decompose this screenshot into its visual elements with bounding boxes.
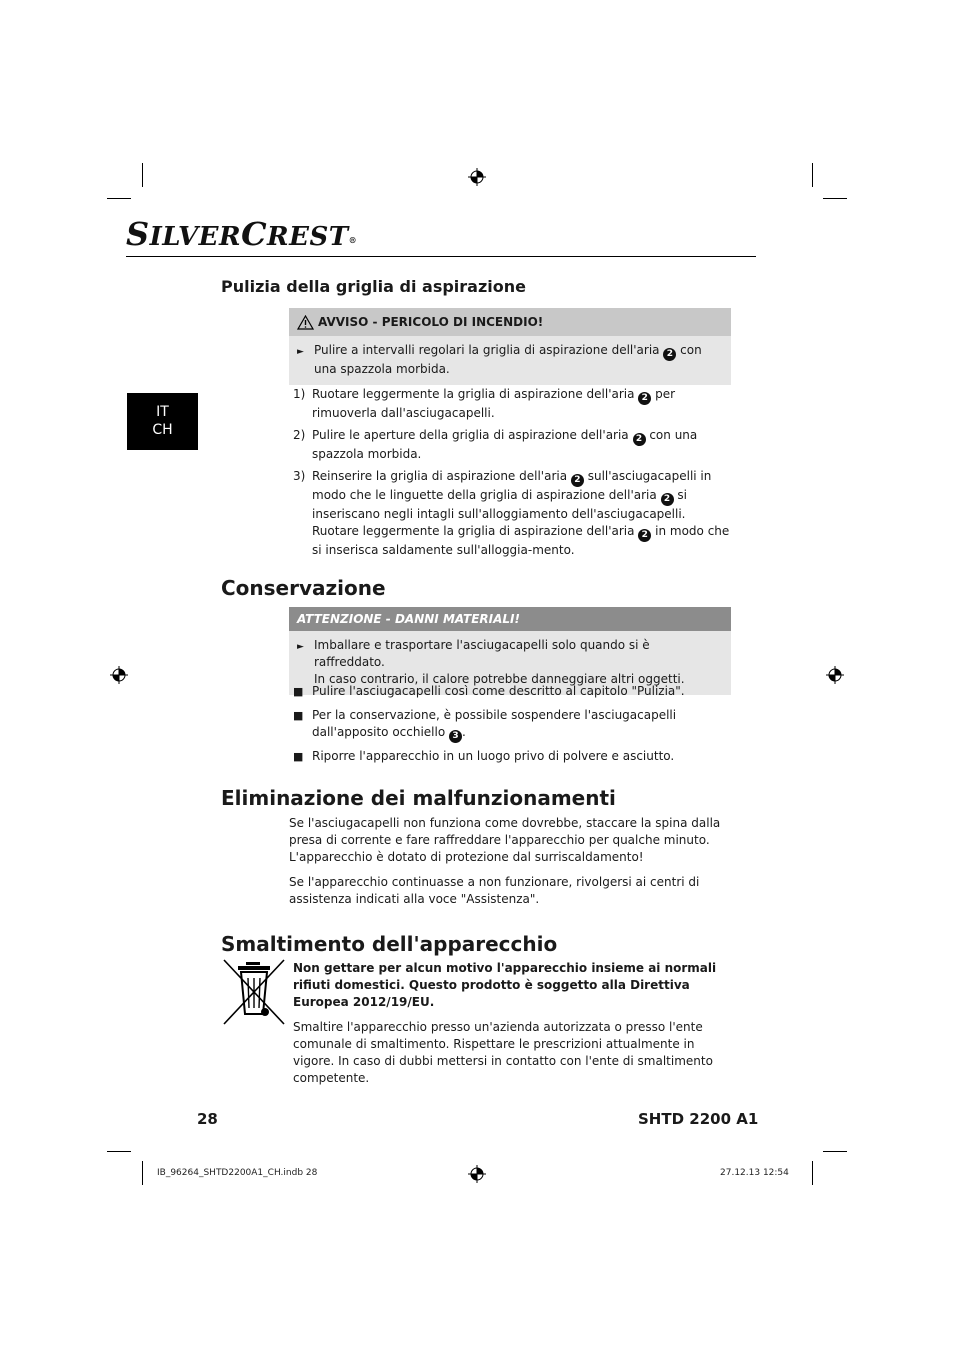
crop-mark [812, 163, 813, 187]
warning-header: AVVISO - PERICOLO DI INCENDIO! [289, 308, 731, 336]
bullet-item: ■ Per la conservazione, è possibile sospendere l'asciugacapelli dall'apposito occhiello 3 . [293, 708, 677, 741]
crop-mark [823, 1151, 847, 1152]
caution-box [289, 607, 731, 695]
crossed-bin-icon [222, 958, 286, 1026]
bullet-item: ■ Riporre l'apparecchio in un luogo privo di polvere e asciutto. [293, 749, 675, 763]
print-slug-file: IB_96264_SHTD2200A1_CH.indb 28 [157, 1168, 318, 1178]
caution-header: ATTENZIONE - DANNI MATERIALI! [289, 607, 731, 631]
language-code: IT [156, 404, 169, 420]
part-number-badge: 2 [663, 348, 676, 361]
bullet-item: ■ Pulire l'asciugacapelli così come descritto al capitolo "Pulizia". [293, 684, 685, 698]
crop-mark [812, 1161, 813, 1185]
warning-triangle-icon [297, 315, 314, 330]
section-title-cleaning: Pulizia della griglia di aspirazione [221, 277, 526, 296]
part-number-badge: 2 [638, 392, 651, 405]
section-title-storage: Conservazione [221, 576, 386, 600]
crop-mark [107, 1151, 131, 1152]
crop-mark [142, 1161, 143, 1185]
crop-mark [823, 198, 847, 199]
step-item: 3) Reinserire la griglia di aspirazione dell'aria 2 sull'asciugacapelli in modo che le linguette della griglia di aspirazione dell'aria 2 si inseriscano negli intagli sull'alloggiamento dell'asciugacapelli. Ruotare leggermente la griglia di aspirazione dell'aria 2 in modo che si inserisca saldamente sull'alloggia-mento. [293, 469, 730, 557]
part-number-badge: 2 [661, 493, 674, 506]
model-number: SHTD 2200 A1 [638, 1110, 759, 1128]
registration-mark-icon [110, 666, 128, 684]
part-number-badge: 2 [633, 433, 646, 446]
disposal-warning: Non gettare per alcun motivo l'apparecchio insieme ai normali rifiuti domestici. Questo prodotto è soggetto alla Direttiva Europea 2012/19/EU. [293, 961, 717, 1009]
crop-mark [142, 163, 143, 187]
header-rule [126, 256, 756, 257]
part-number-badge: 3 [449, 730, 462, 743]
arrow-icon: ► [297, 347, 304, 357]
warning-body [289, 336, 731, 385]
section-title-disposal: Smaltimento dell'apparecchio [221, 932, 558, 956]
paragraph: Se l'asciugacapelli non funziona come dovrebbe, staccare la spina dalla presa di corrente e fare raffreddare l'apparecchio per qualche minuto. L'apparecchio è dotato di protezione dal surriscaldamento! [289, 816, 721, 864]
step-item: 2) Pulire le aperture della griglia di aspirazione dell'aria 2 con una spazzola morbida. [293, 428, 698, 461]
step-item: 1) Ruotare leggermente la griglia di aspirazione dell'aria 2 per rimuoverla dall'asciugacapelli. [293, 387, 676, 420]
registration-mark-icon [468, 1165, 486, 1183]
section-title-troubleshooting: Eliminazione dei malfunzionamenti [221, 786, 616, 810]
brand-logo: SILVERCREST® [126, 215, 358, 253]
part-number-badge: 2 [638, 529, 651, 542]
caution-text: Imballare e trasportare l'asciugacapelli solo quando si è raffreddato. In caso contrario, il calore potrebbe danneggiare altri oggetti. [314, 638, 685, 686]
arrow-icon: ► [297, 642, 304, 652]
language-tab [127, 393, 198, 450]
registration-mark-icon [468, 168, 486, 186]
paragraph: Smaltire l'apparecchio presso un'azienda autorizzata o presso l'ente comunale di smaltimento. Rispettare le prescrizioni attualmente in vigore. In caso di dubbi mettersi in contatto con l'ente di smaltimento competente. [293, 1020, 713, 1085]
registration-mark-icon [826, 666, 844, 684]
warning-text: Pulire a intervalli regolari la griglia di aspirazione dell'aria 2 con una spazzola morbida. [314, 343, 702, 376]
part-number-badge: 2 [571, 474, 584, 487]
bullet-square-icon: ■ [293, 709, 304, 722]
paragraph: Se l'apparecchio continuasse a non funzionare, rivolgersi ai centri di assistenza indicati alla voce "Assistenza". [289, 875, 700, 906]
bullet-square-icon: ■ [293, 685, 304, 698]
page-number: 28 [197, 1110, 218, 1128]
bullet-square-icon: ■ [293, 750, 304, 763]
country-code: CH [152, 422, 173, 438]
warning-box [289, 308, 731, 385]
crop-mark [107, 198, 131, 199]
print-slug-date: 27.12.13 12:54 [720, 1168, 789, 1178]
